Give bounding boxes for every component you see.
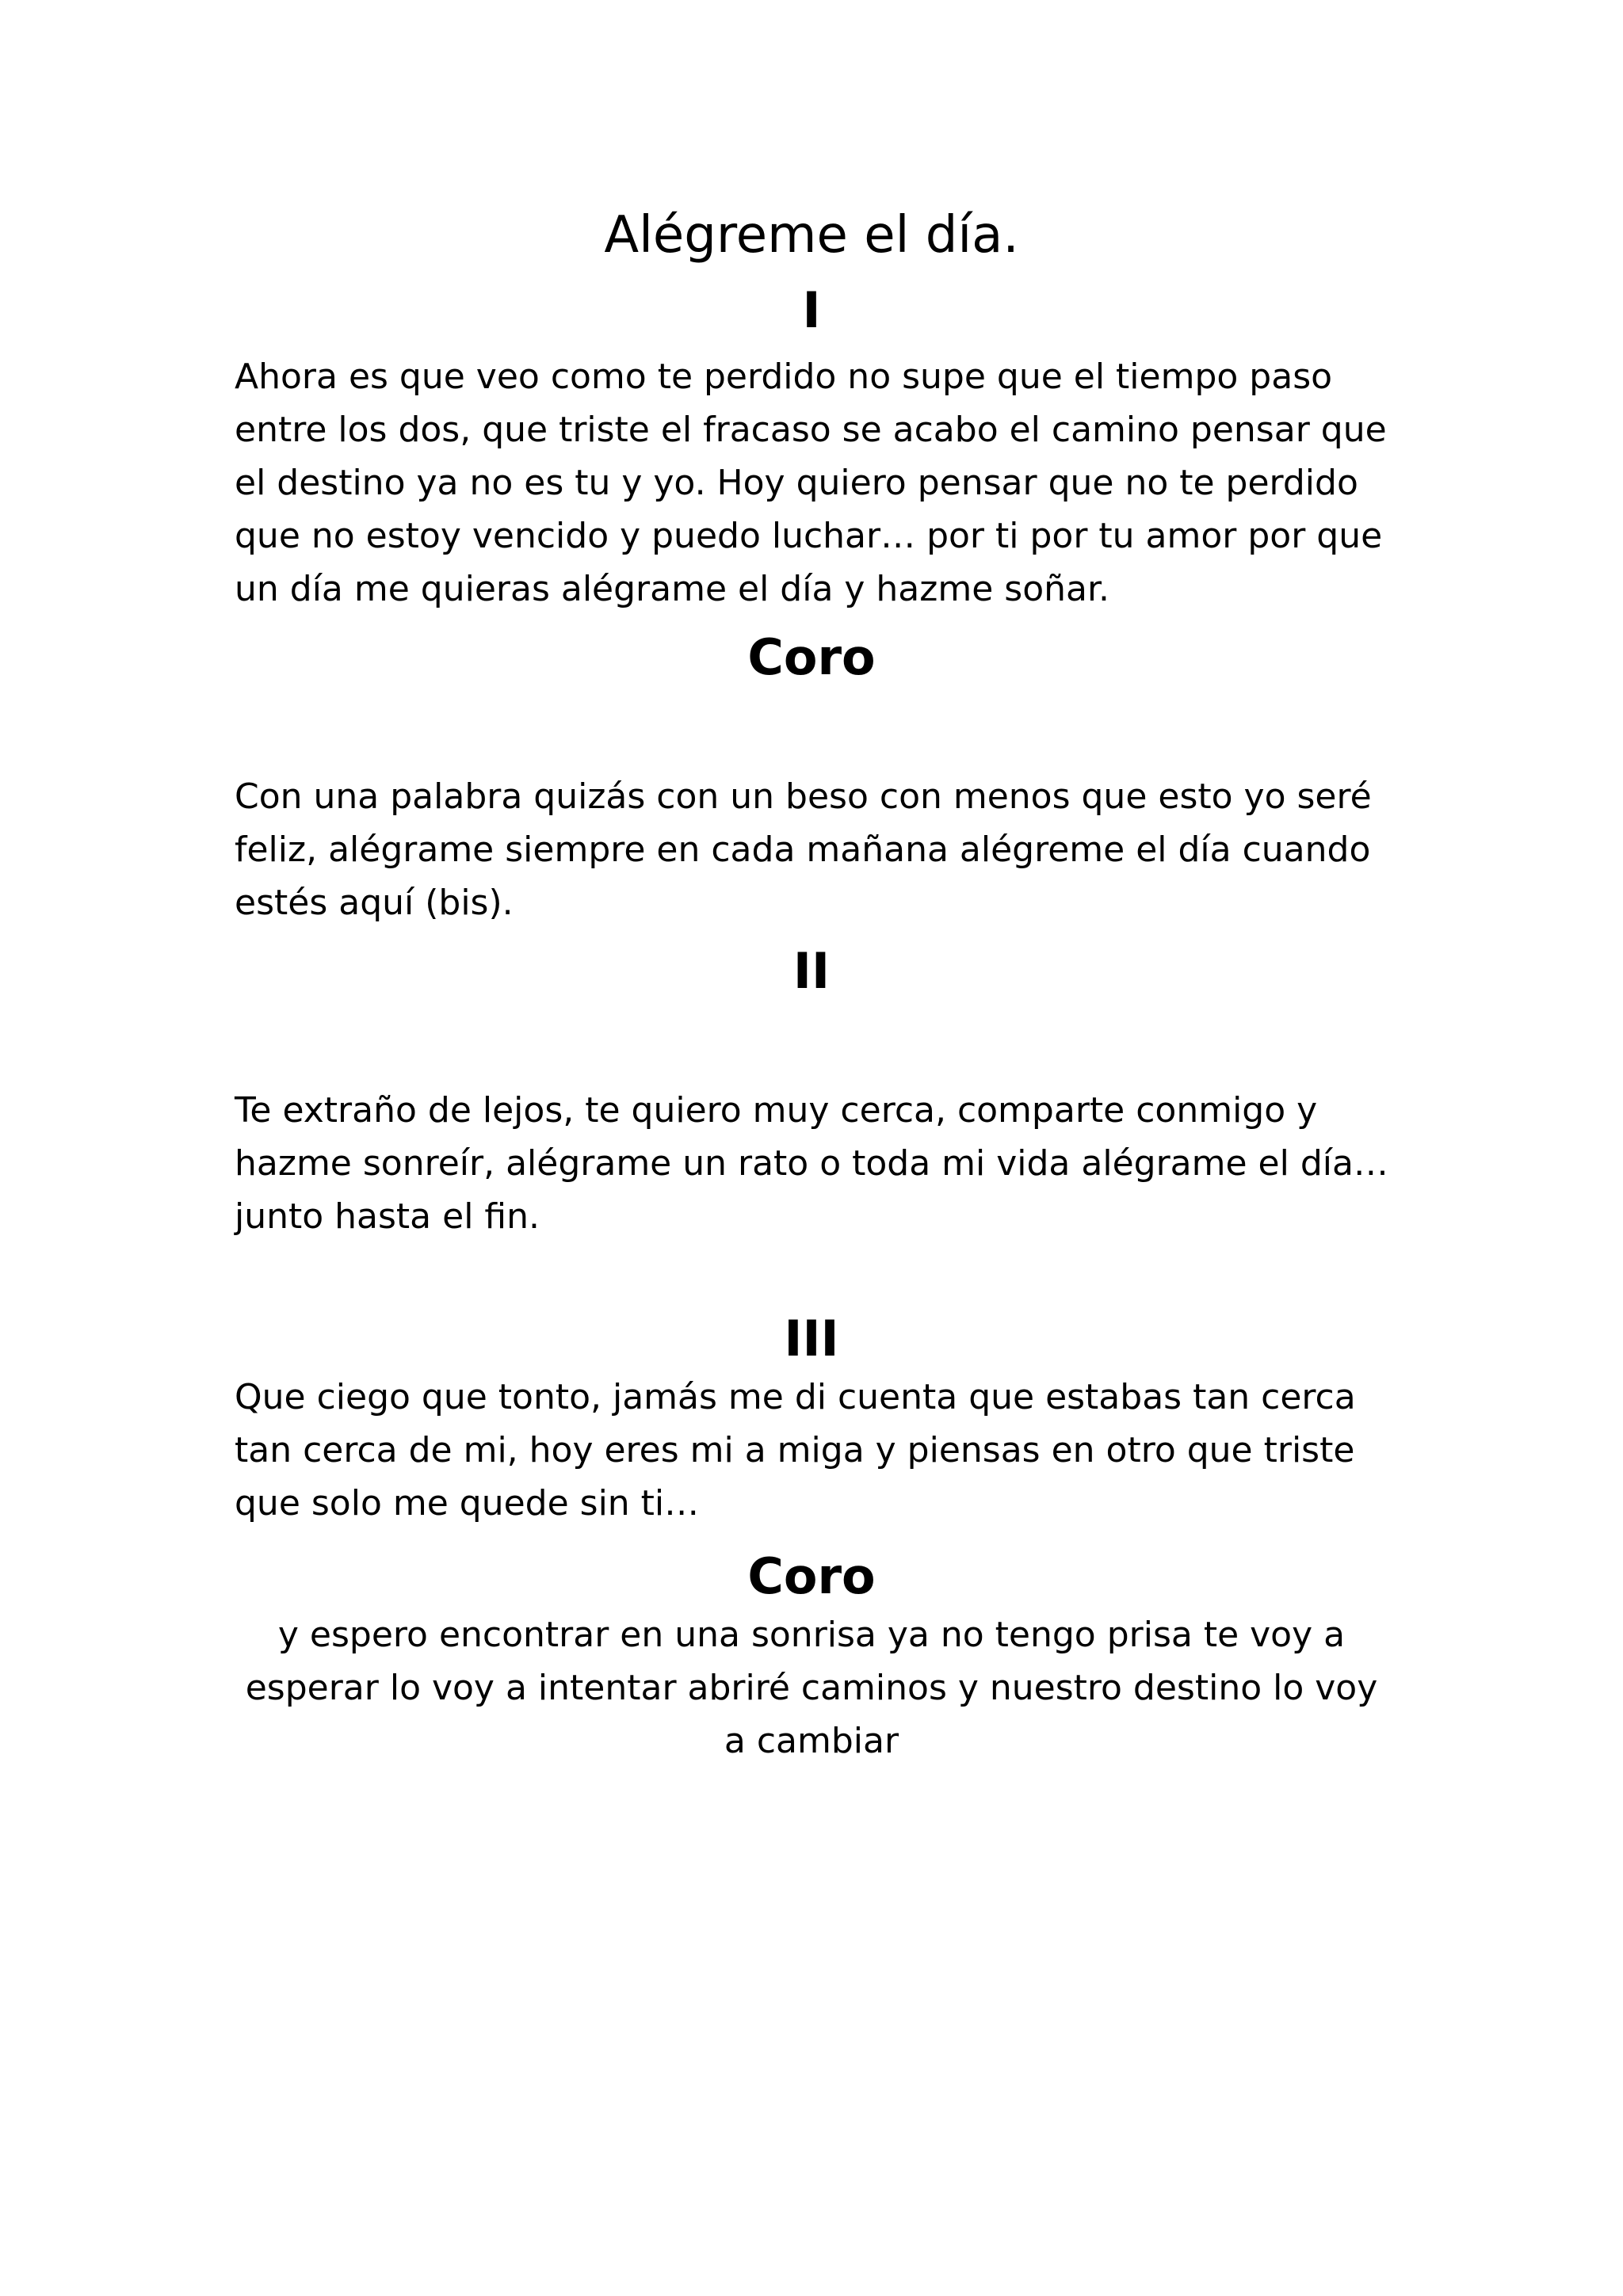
text-line: el destino ya no es tu y yo. Hoy quiero pensar que no te perdido (235, 463, 1358, 503)
chorus-1-text (235, 770, 1423, 929)
text-line: junto hasta el fin. (235, 1196, 540, 1237)
verse-2-heading: II (792, 942, 831, 1000)
text-line: que solo me quede sin ti… (235, 1483, 700, 1524)
chorus-2-heading: Coro (747, 1547, 876, 1605)
text-line: entre los dos, que triste el fracaso se acabo el camino pensar que (235, 410, 1387, 450)
text-line: feliz, alégrame siempre en cada mañana alégreme el día cuando (235, 830, 1371, 870)
verse-1-heading: I (802, 281, 821, 339)
text-line: Que ciego que tonto, jamás me di cuenta que estabas tan cerca (235, 1377, 1356, 1417)
text-line: Te extraño de lejos, te quiero muy cerca, comparte conmigo y (235, 1090, 1318, 1131)
text-line: esperar lo voy a intentar abriré caminos y nuestro destino lo voy (245, 1668, 1378, 1708)
text-line: estés aquí (bis). (235, 883, 514, 923)
text-line: un día me quieras alégrame el día y hazme soñar. (235, 569, 1110, 609)
text-line: y espero encontrar en una sonrisa ya no tengo prisa te voy a (277, 1615, 1346, 1655)
verse-3-text (235, 1371, 1423, 1530)
text-line: Con una palabra quizás con un beso con menos que esto yo seré (235, 776, 1372, 817)
song-title: Alégreme el día. (604, 206, 1019, 265)
text-line: tan cerca de mi, hoy eres mi a miga y piensas en otro que triste (235, 1430, 1355, 1470)
verse-2-text (235, 1084, 1423, 1243)
text-line: que no estoy vencido y puedo luchar… por ti por tu amor por que (235, 516, 1383, 556)
verse-1-text (235, 350, 1423, 616)
chorus-2-text (0, 1608, 1623, 1768)
chorus-1-heading: Coro (747, 628, 876, 686)
text-line: hazme sonreír, alégrame un rato o toda mi vida alégrame el día… (235, 1143, 1388, 1184)
verse-3-heading: III (784, 1310, 839, 1367)
text-line: a cambiar (724, 1721, 899, 1761)
text-line: Ahora es que veo como te perdido no supe que el tiempo paso (235, 357, 1333, 397)
